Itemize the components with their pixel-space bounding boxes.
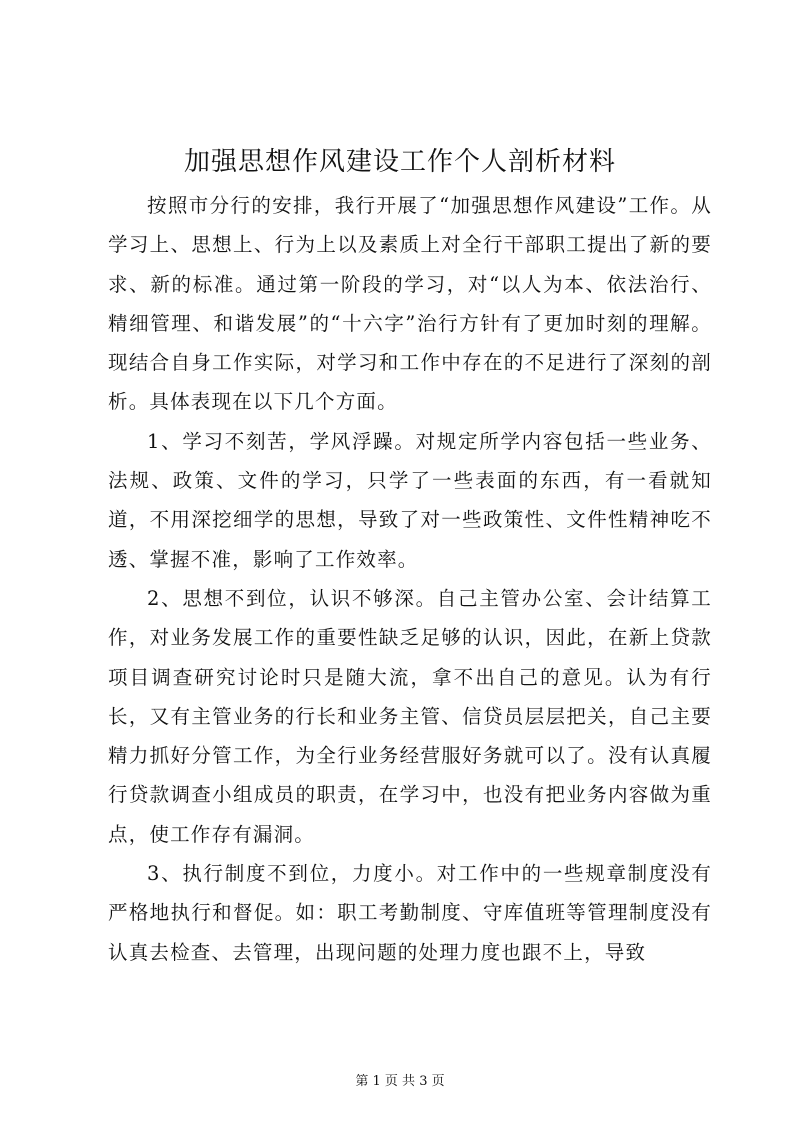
document-title: 加强思想作风建设工作个人剖析材料: [183, 147, 616, 177]
paragraph-point-2: 2、思想不到位，认识不够深。自己主管办公室、会计结算工作，对业务发展工作的重要性缺乏足够的认识，因此，在新上贷款项目调查研究讨论时只是随大流，拿不出自己的意见。认为有行长，又有主管业务的行长和业务主管、信贷员层层把关，自己主要精力抓好分管工作，为全行业务经营服好务就可以了。没有认真履行贷款调查小组成员的职责，在学习中，也没有把业务内容做为重点，使工作存有漏洞。: [108, 586, 712, 846]
document-body: [108, 186, 712, 972]
paragraph-point-1: 1、学习不刻苦，学风浮躁。对规定所学内容包括一些业务、法规、政策、文件的学习，只学了一些表面的东西，有一看就知道，不用深挖细学的思想，导致了对一些政策性、文件性精神吃不透、掌握不准，影响了工作效率。: [108, 429, 712, 571]
paragraph-point-3: 3、执行制度不到位，力度小。对工作中的一些规章制度没有严格地执行和督促。如：职工考勤制度、守库值班等管理制度没有认真去检查、去管理，出现问题的处理力度也跟不上，导致: [108, 862, 712, 964]
paragraph-intro: 按照市分行的安排，我行开展了“加强思想作风建设”工作。从学习上、思想上、行为上以及素质上对全行干部职工提出了新的要求、新的标准。通过第一阶段的学习，对“以人为本、依法治行、精细管理、和谐发展”的“十六字”治行方针有了更加时刻的理解。现结合自身工作实际，对学习和工作中存在的不足进行了深刻的剖析。具体表现在以下几个方面。: [108, 194, 712, 414]
page-footer: 第 1 页 共 3 页: [355, 1074, 445, 1089]
